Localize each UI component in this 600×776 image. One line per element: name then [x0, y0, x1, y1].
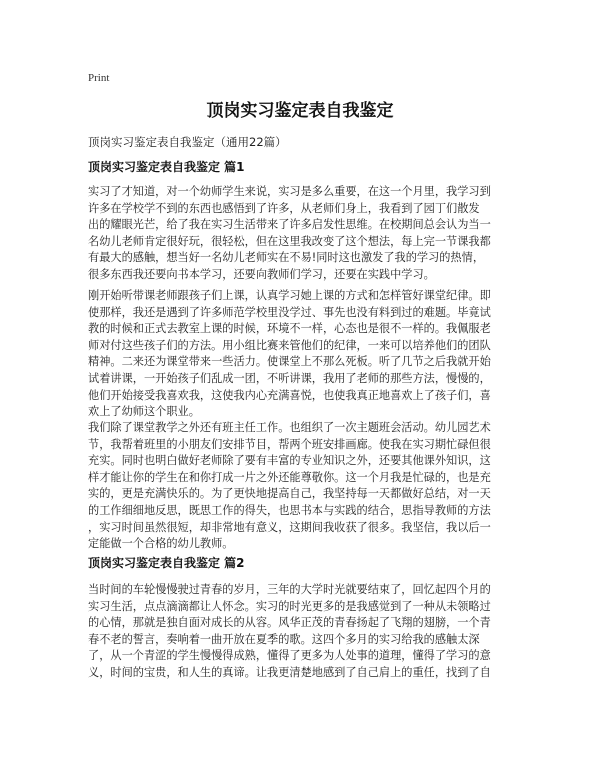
paragraph-line: 我们除了课堂教学之外还有班主任工作。也组织了一次主题班会活动。幼儿园艺术 — [88, 421, 491, 434]
paragraph-line: ，实习时间虽然很短，却非常地有意义，这期间我收获了很多。我坚信，我以后一 — [88, 520, 491, 534]
paragraph — [88, 420, 516, 553]
paragraph-line: 样才能让你的学生在和你打成一片之外还能尊敬你。这一个月我是忙碌的，也是充 — [88, 470, 491, 484]
paragraph-line: 实习生活，点点滴滴都让人怀念。实习的时光更多的是我感觉到了一种从未领略过 — [88, 599, 491, 613]
paragraph-line: 义，时间的宝贵，和人生的真谛。让我更清楚地感到了自己肩上的重任，找到了自 — [88, 665, 491, 679]
paragraph-line: 名幼儿老师肯定很好玩，很轻松，但在这里我改变了这个想法，每上完一节课我都 — [88, 234, 491, 248]
paragraph-line: 实习了才知道，对一个幼师学生来说，实习是多么重要，在这一个月里，我学习到 — [88, 185, 491, 198]
document-subtitle: 顶岗实习鉴定表自我鉴定（通用22篇） — [88, 135, 287, 149]
paragraph-line: 使那样，我还是遇到了许多师范学校里没学过、事先也没有料到过的难题。毕竟试 — [88, 305, 491, 319]
section-heading: 顶岗实习鉴定表自我鉴定 篇2 — [88, 556, 245, 570]
paragraph-line: 节，我帮着班里的小朋友们安排节目，帮两个班安排画廊。使我在实习期忙碌但很 — [88, 437, 491, 451]
paragraph-line: 精神。二来还为课堂带来一些活力。使课堂上不那么死板。听了几节之后我就开始 — [88, 355, 491, 369]
paragraph-line: 许多在学校学不到的东西也感悟到了许多，从老师们身上，我看到了园丁们散发 — [88, 201, 480, 215]
page-title: 顶岗实习鉴定表自我鉴定 — [206, 101, 394, 121]
paragraph-line: 出的耀眼光芒，给了我在实习生活带来了许多启发性思维。在校期间总会认为当一 — [88, 218, 491, 232]
paragraph-line: 的工作细细地反思，既思工作的得失，也思书本与实践的结合，思指导教师的方法 — [88, 503, 491, 517]
paragraph-line: 春不老的誓言，奏响着一曲开放在夏季的歌。这四个多月的实习给我的感触太深 — [88, 632, 480, 646]
paragraph — [88, 582, 516, 682]
paragraph-line: 刚开始听带课老师跟孩子们上课，认真学习她上课的方式和怎样管好课堂纪律。即 — [88, 289, 491, 302]
paragraph-line: 定能做一个合格的幼儿教师。 — [88, 537, 234, 551]
paragraph-line: 很多东西我还要向书本学习，还要向教师们学习，还要在实践中学习。 — [88, 267, 435, 281]
paragraph-line: 师对付这些孩子们的方法。用小组比赛来管他们的纪律，一来可以培养他们的团队 — [88, 338, 491, 352]
paragraph-line: 教的时候和正式去教室上课的时候，环境不一样，心态也是很不一样的。我佩服老 — [88, 322, 491, 336]
paragraph-line: 有最大的感触，想当好一名幼儿老师实在不易!同时这也激发了我的学习的热情， — [88, 251, 485, 265]
paragraph — [88, 288, 516, 421]
paragraph-line: 欢上了幼师这个职业。 — [88, 405, 200, 419]
paragraph — [88, 184, 516, 284]
paragraph-line: 的心情，那就是独自面对成长的从容。风华正茂的青春扬起了飞翔的翅膀，一个青 — [88, 616, 491, 630]
print-link[interactable]: Print — [88, 72, 110, 84]
paragraph-line: 试着讲课，一开始孩子们乱成一团，不听讲课，我用了老师的那些方法，慢慢的， — [88, 371, 491, 385]
section-heading: 顶岗实习鉴定表自我鉴定 篇1 — [88, 160, 245, 174]
paragraph-line: 了，从一个青涩的学生慢慢得成熟，懂得了更多为人处事的道理，懂得了学习的意 — [88, 649, 491, 663]
paragraph-line: 充实。同时也明白做好老师除了要有丰富的专业知识之外，还要其他课外知识，这 — [88, 454, 491, 468]
paragraph-line: 实的，更是充满快乐的。为了更快地提高自己，我坚持每一天都做好总结，对一天 — [88, 487, 491, 501]
paragraph-line: 当时间的车轮慢慢驶过青春的岁月，三年的大学时光就要结束了，回忆起四个月的 — [88, 583, 491, 596]
paragraph-line: 他们开始接受我喜欢我，这使我内心充满喜悦，也使我真正地喜欢上了孩子们，喜 — [88, 388, 491, 402]
